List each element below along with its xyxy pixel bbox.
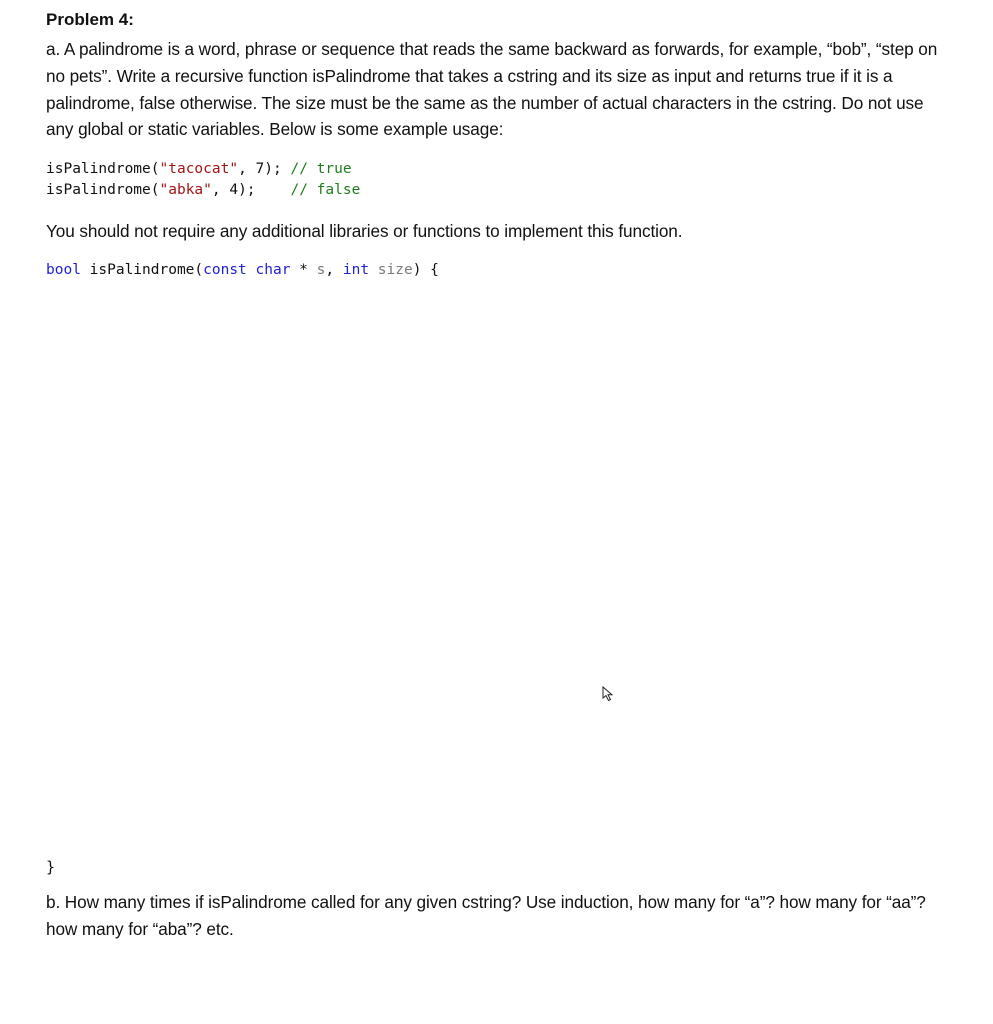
example-line-1 [46, 159, 946, 180]
closing-brace: } [46, 857, 56, 876]
function-name: isPalindrome( [80, 261, 204, 278]
example-line-2 [46, 180, 946, 201]
part-b-text: b. How many times if isPalindrome called for any given cstring? Use induction, how many for “a”? how many for “aa”? how many for “aba”? etc. [46, 891, 926, 939]
example-code-block [46, 159, 946, 201]
signature-close: ) { [412, 261, 439, 278]
example-2-comment: // false [290, 182, 361, 199]
example-1-args: , 7); [238, 161, 291, 178]
param-size: size [377, 261, 413, 278]
const-keyword: const [203, 261, 247, 278]
param-s: s [316, 261, 326, 278]
mouse-pointer-icon [602, 686, 614, 702]
example-2-args: , 4); [211, 182, 291, 199]
int-keyword: int [342, 261, 370, 278]
char-keyword: char [255, 261, 291, 278]
return-type: bool [46, 261, 81, 278]
document-page [46, 10, 946, 943]
problem-title: Problem 4: [46, 10, 134, 29]
pointer-star: * [290, 261, 317, 278]
example-1-call: isPalindrome( [46, 161, 160, 178]
library-note: You should not require any additional libraries or functions to implement this function. [46, 221, 683, 242]
example-2-call: isPalindrome( [46, 182, 160, 199]
answer-space[interactable] [46, 281, 946, 857]
param-comma: , [325, 261, 343, 278]
part-a-text: a. A palindrome is a word, phrase or sequence that reads the same backward as forwards, for example, “bob”, “step on no pets”. Write a recursive function isPalindrome that takes a cstring and its size as input and returns true if it is a palindrome, false otherwise. The size must be the same as the number of actual characters in the cstring. Do not use any global or static variables. Below is some example usage: [46, 39, 938, 140]
example-2-string: "abka" [159, 182, 212, 199]
example-1-string: "tacocat" [159, 161, 239, 178]
example-1-comment: // true [290, 161, 352, 178]
function-signature [46, 260, 946, 281]
